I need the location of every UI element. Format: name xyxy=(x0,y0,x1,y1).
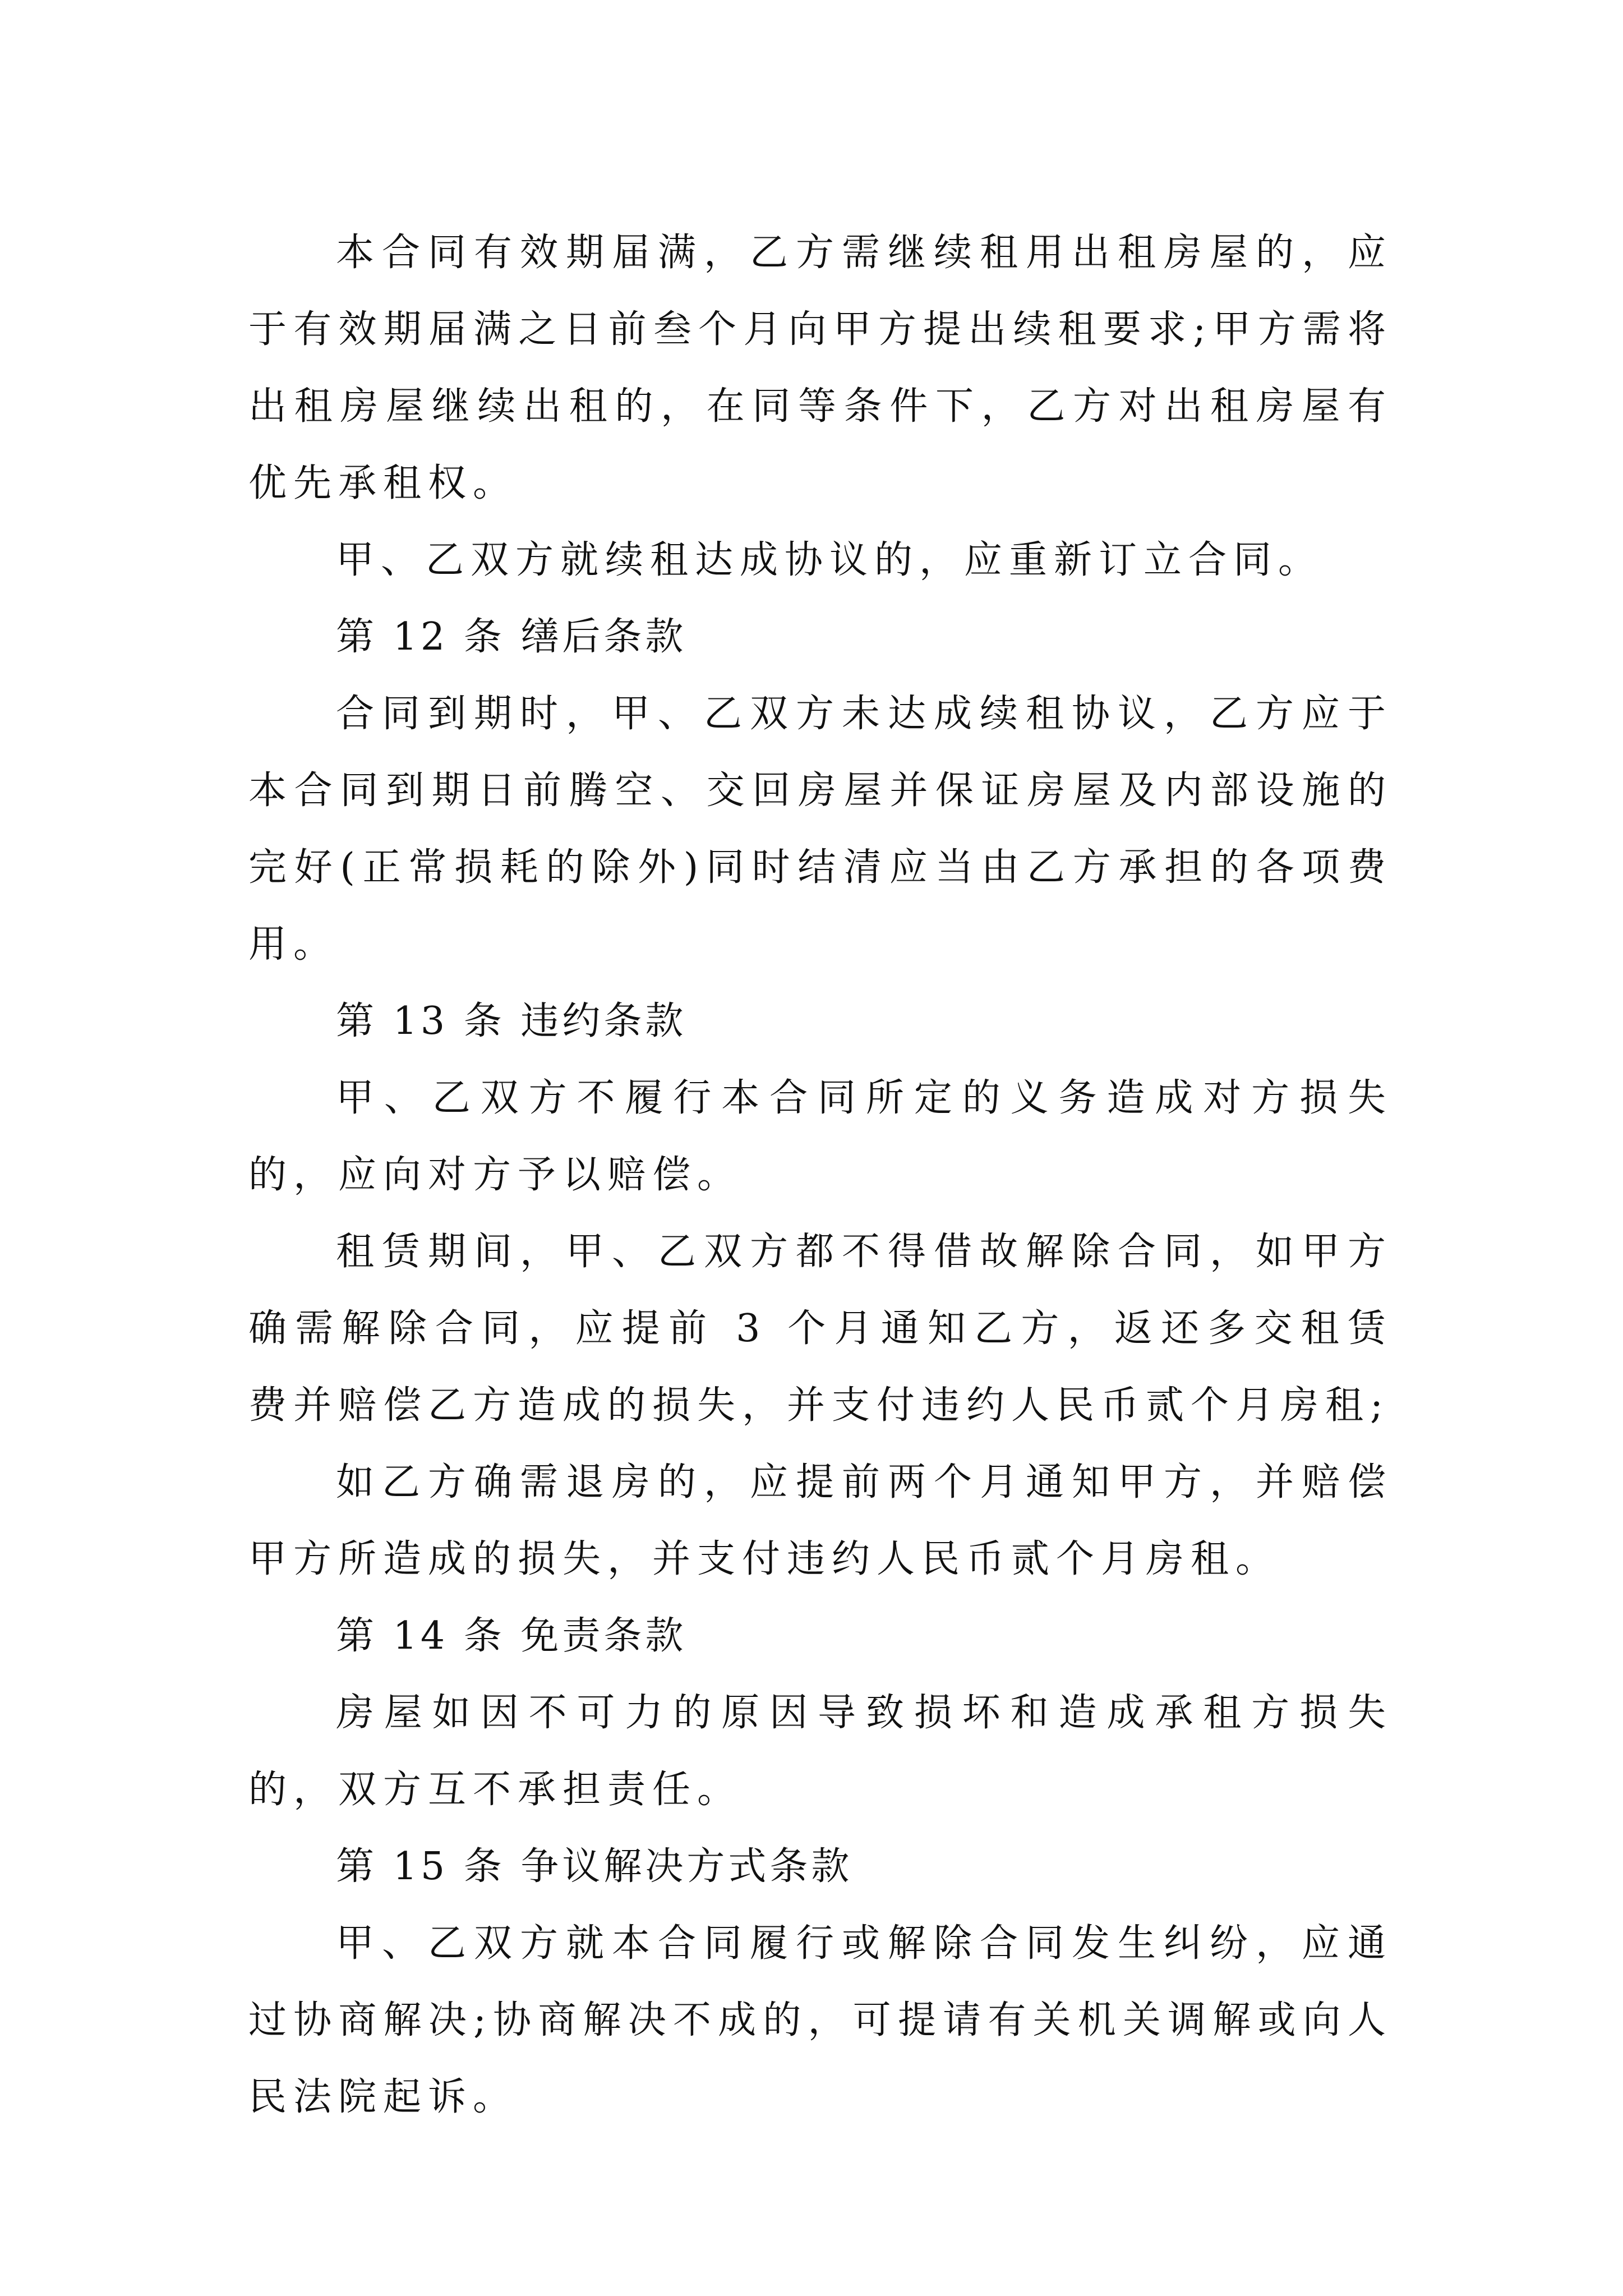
paragraph-aftermath: 合同到期时，甲、乙双方未达成续租协议，乙方应于本合同到期日前腾空、交回房屋并保证房屋及内部设施的完好(正常损耗的除外)同时结清应当由乙方承担的各项费用。 xyxy=(248,692,1393,967)
article-15-heading: 第 15 条 争议解决方式条款 xyxy=(336,1844,853,1889)
paragraph-breach-compensation: 甲、乙双方不履行本合同所定的义务造成对方损失的，应向对方予以赔偿。 xyxy=(248,1076,1393,1197)
paragraph-renewal: 本合同有效期届满，乙方需继续租用出租房屋的，应于有效期届满之日前叁个月向甲方提出续租要求;甲方需将出租房屋继续出租的，在同等条件下，乙方对出租房屋有优先承租权。 xyxy=(248,231,1393,505)
paragraph-termination-landlord: 租赁期间，甲、乙双方都不得借故解除合同，如甲方确需解除合同，应提前 3 个月通知乙方，返还多交租赁费并赔偿乙方造成的损失，并支付违约人民币贰个月房租; xyxy=(248,1230,1393,1428)
article-14-heading: 第 14 条 免责条款 xyxy=(336,1614,687,1658)
article-12-heading: 第 12 条 缮后条款 xyxy=(336,615,687,659)
paragraph-renewal-agreement: 甲、乙双方就续租达成协议的，应重新订立合同。 xyxy=(336,538,1324,582)
document-body xyxy=(248,214,1393,2136)
paragraph-dispute-resolution: 甲、乙双方就本合同履行或解除合同发生纠纷，应通过协商解决;协商解决不成的，可提请有关机关调解或向人民法院起诉。 xyxy=(248,1921,1393,2119)
paragraph-termination-tenant: 如乙方确需退房的，应提前两个月通知甲方，并赔偿甲方所造成的损失，并支付违约人民币贰个月房租。 xyxy=(248,1460,1393,1581)
paragraph-force-majeure: 房屋如因不可力的原因导致损坏和造成承租方损失的，双方互不承担责任。 xyxy=(248,1691,1393,1812)
article-13-heading: 第 13 条 违约条款 xyxy=(336,999,687,1043)
